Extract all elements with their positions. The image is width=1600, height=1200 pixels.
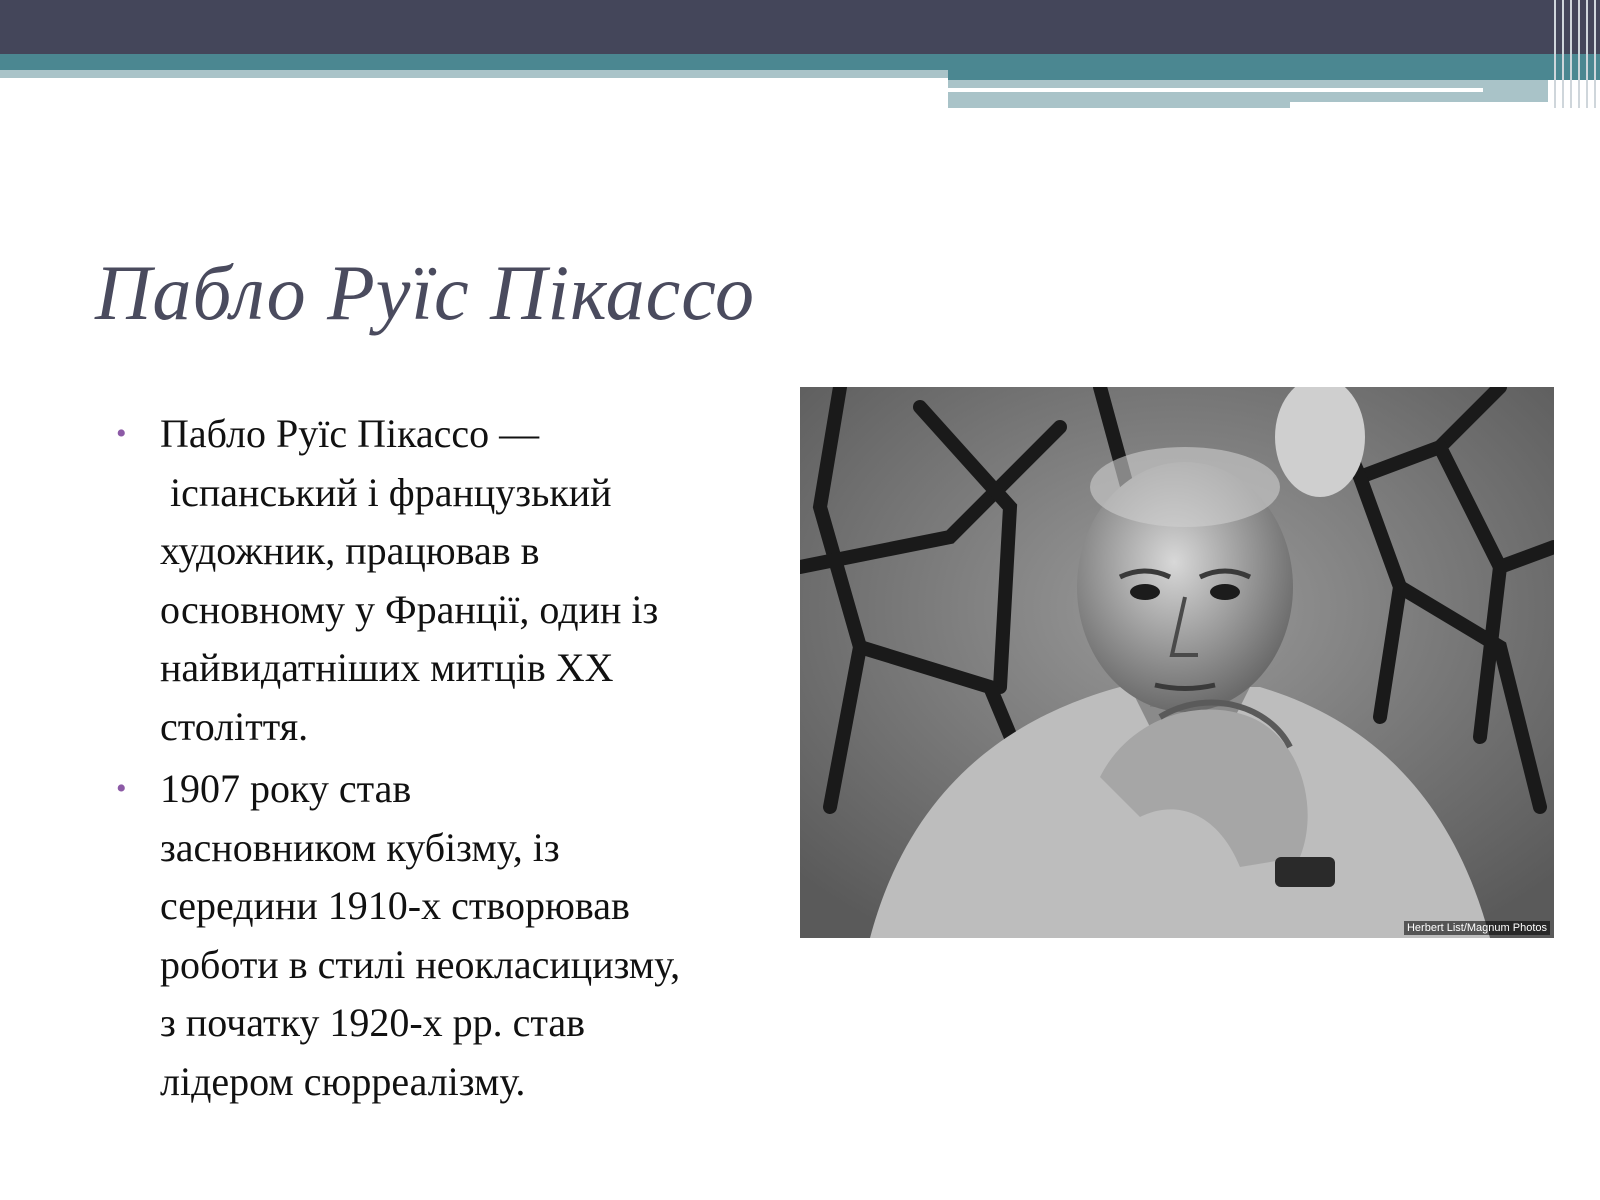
- bullet-line: Пабло Руїс Пікассо —: [160, 411, 540, 456]
- bullet-item: [110, 405, 800, 756]
- bullet-line: середини 1910-х створював: [160, 883, 630, 928]
- bullet-line: художник, працював в: [160, 528, 540, 573]
- bullet-line: роботи в стилі неокласицизму,: [160, 941, 681, 987]
- bullet-line: лідером сюрреалізму.: [160, 1058, 526, 1104]
- bullet-list: [110, 405, 800, 1115]
- header-band-white-line: [948, 88, 1483, 92]
- bullet-line: століття.: [160, 703, 309, 749]
- header-band-white-short: [1290, 102, 1590, 108]
- header-edge-lines: [1552, 0, 1600, 108]
- bullet-item: [110, 760, 800, 1111]
- bullet-marker-icon: •: [116, 417, 127, 450]
- header-band-teal-right: [948, 70, 1600, 80]
- header-band-dark: [0, 0, 1600, 54]
- bullet-line: 1907 року став: [160, 766, 412, 811]
- bullet-line: найвидатніших митців XX: [160, 645, 614, 690]
- bullet-marker-icon: •: [116, 772, 127, 805]
- bullet-line: засновником кубізму, із: [160, 824, 560, 870]
- header-band-light-left: [0, 70, 948, 78]
- bullet-line: іспанський і французький: [160, 469, 612, 515]
- bullet-line: з початку 1920-х рр. став: [160, 1000, 586, 1045]
- portrait-photo: [800, 387, 1554, 938]
- header-band-teal: [0, 54, 1600, 70]
- bullet-line: основному у Франції, один із: [160, 586, 659, 632]
- portrait-illustration: [800, 387, 1554, 938]
- photo-credit: Herbert List/Magnum Photos: [1404, 921, 1550, 935]
- slide-title: Пабло Руїс Пікассо: [95, 249, 755, 336]
